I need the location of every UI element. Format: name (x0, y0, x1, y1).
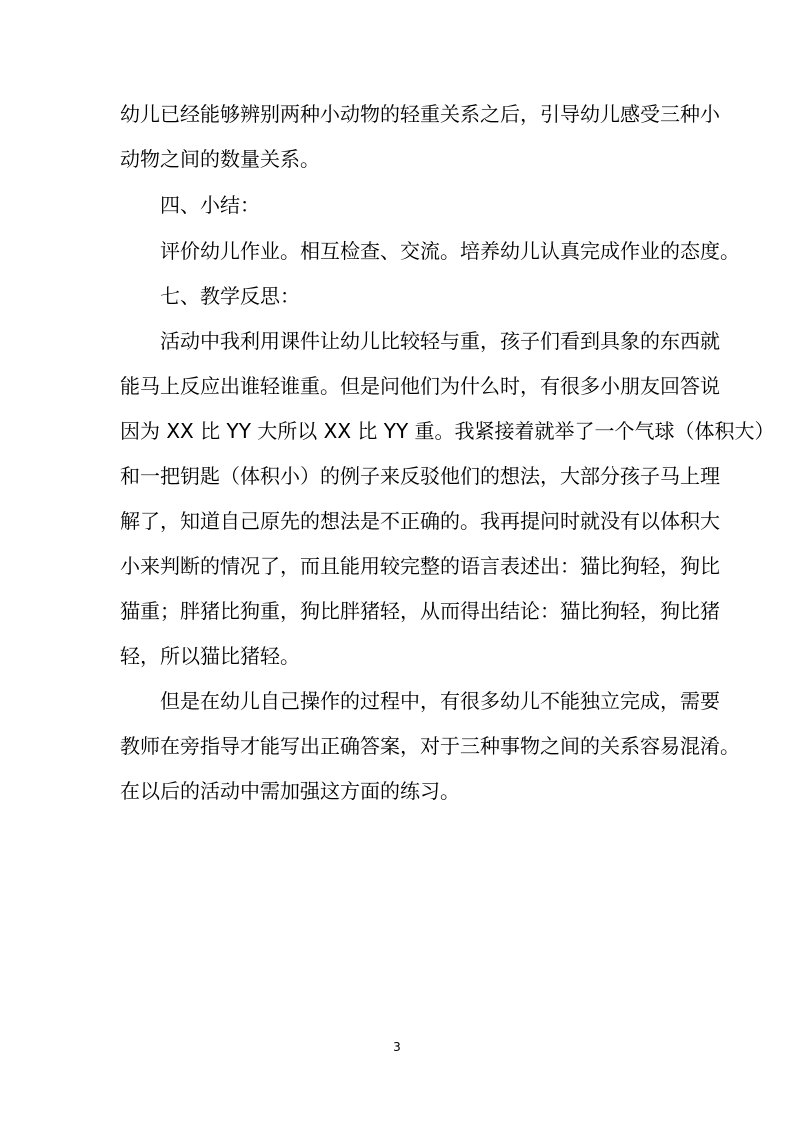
paragraph-line-13: 教师在旁指导才能写出正确答案，对于三种事物之间的关系容易混淆。 (120, 734, 740, 758)
paragraph-line-8: 解了，知道自己原先的想法是不正确的。我再提问时就没有以体积大 (120, 509, 720, 533)
paragraph-line-1: 幼儿已经能够辨别两种小动物的轻重关系之后，引导幼儿感受三种小 (120, 102, 720, 126)
paragraph-line-10: 猫重；胖猪比狗重，狗比胖猪轻，从而得出结论：猫比狗轻，狗比猪 (120, 599, 720, 623)
section-heading-reflection: 七、教学反思： (160, 284, 300, 308)
paragraph-line-11: 轻，所以猫比猪轻。 (120, 644, 300, 668)
page-number: 3 (393, 1040, 401, 1054)
paragraph-line-5: 能马上反应出谁轻谁重。但是问他们为什么时，有很多小朋友回答说 (120, 374, 720, 398)
paragraph-line-6: 因为 XX 比 YY 大所以 XX 比 YY 重。我紧接着就举了一个气球（体积大） (120, 419, 775, 443)
paragraph-line-9: 小来判断的情况了，而且能用较完整的语言表述出：猫比狗轻，狗比 (120, 554, 720, 578)
paragraph-line-7: 和一把钥匙（体积小）的例子来反驳他们的想法，大部分孩子马上理 (120, 464, 720, 488)
paragraph-line-12: 但是在幼儿自己操作的过程中，有很多幼儿不能独立完成，需要 (160, 689, 720, 713)
section-heading-summary: 四、小结： (160, 193, 260, 217)
paragraph-line-3: 评价幼儿作业。相互检查、交流。培养幼儿认真完成作业的态度。 (160, 239, 740, 263)
paragraph-line-2: 动物之间的数量关系。 (120, 147, 320, 171)
paragraph-line-14: 在以后的活动中需加强这方面的练习。 (120, 779, 460, 803)
paragraph-line-4: 活动中我利用课件让幼儿比较轻与重，孩子们看到具象的东西就 (160, 329, 720, 353)
